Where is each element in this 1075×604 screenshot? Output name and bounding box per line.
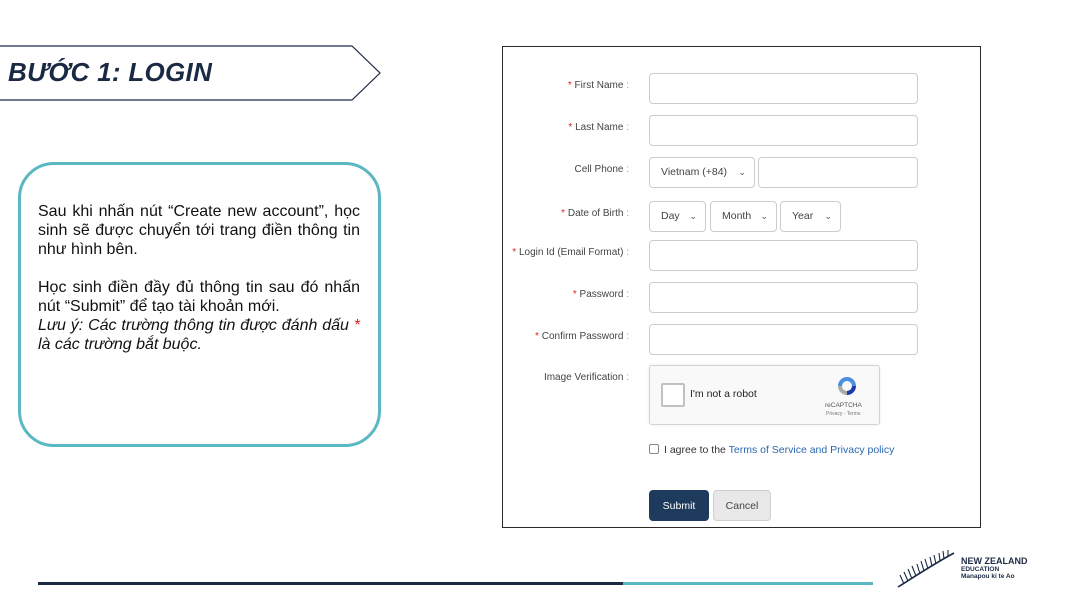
instruction-para-2: Học sinh điền đầy đủ thông tin sau đó nhấn nút “Submit” để tạo tài khoản mới. <box>38 279 360 315</box>
registration-form <box>502 46 981 528</box>
fern-logo-icon <box>896 547 956 592</box>
confirm-password-label: * Confirm Password : <box>535 331 629 342</box>
country-code-select[interactable]: Vietnam (+84) ⌄ <box>649 157 755 188</box>
recaptcha-checkbox[interactable] <box>661 383 685 407</box>
dob-year-select[interactable]: Year ⌄ <box>780 201 841 232</box>
dob-label: * Date of Birth : <box>561 208 629 219</box>
recaptcha-widget <box>649 365 880 425</box>
chevron-down-icon: ⌄ <box>760 211 768 221</box>
brand-line-3: Manapou ki te Ao <box>961 573 1015 580</box>
image-verification-label: Image Verification : <box>543 372 629 383</box>
last-name-row <box>503 115 982 147</box>
last-name-label: * Last Name : <box>568 122 629 133</box>
step-banner <box>0 45 380 101</box>
terms-prefix: I agree to the <box>664 444 729 456</box>
password-label: * Password : <box>572 289 629 300</box>
chevron-down-icon: ⌄ <box>824 211 832 221</box>
dob-day-select[interactable]: Day ⌄ <box>649 201 706 232</box>
confirm-password-input[interactable] <box>649 324 918 355</box>
cell-phone-row <box>503 157 982 189</box>
footer-line-light <box>623 582 873 585</box>
footer-line-dark <box>38 582 623 585</box>
last-name-input[interactable] <box>649 115 918 146</box>
instruction-text <box>38 202 360 354</box>
dob-month-select[interactable]: Month ⌄ <box>710 201 777 232</box>
login-id-input[interactable] <box>649 240 918 271</box>
login-id-row <box>503 240 982 272</box>
cell-phone-label: Cell Phone : <box>574 164 629 175</box>
terms-link[interactable]: Terms of Service and Privacy policy <box>728 444 895 456</box>
image-verification-row <box>503 365 982 427</box>
first-name-input[interactable] <box>649 73 918 104</box>
nz-education-brand <box>961 557 1028 580</box>
brand-line-1: NEW ZEALAND <box>961 556 1028 566</box>
brand-line-2: EDUCATION <box>961 566 1000 573</box>
chevron-down-icon: ⌄ <box>738 167 746 177</box>
login-id-label: * Login Id (Email Format) : <box>512 247 629 258</box>
cell-phone-input[interactable] <box>758 157 918 188</box>
recaptcha-logo-icon <box>835 374 859 398</box>
note-text-after: là các trường bắt buộc. <box>38 336 202 353</box>
terms-agree <box>649 444 894 456</box>
instruction-para-1: Sau khi nhấn nút “Create new account”, học sinh sẽ được chuyển tới trang điền thông tin như hình bên. <box>38 203 360 258</box>
confirm-password-row <box>503 324 982 356</box>
terms-checkbox[interactable] <box>649 444 659 454</box>
note-required-star: * <box>353 317 360 334</box>
first-name-label: * First Name : <box>567 80 629 91</box>
cancel-button[interactable]: Cancel <box>713 490 771 521</box>
password-input[interactable] <box>649 282 918 313</box>
recaptcha-label: I'm not a robot <box>690 388 757 400</box>
first-name-row <box>503 73 982 105</box>
step-title: BƯỚC 1: LOGIN <box>8 57 213 87</box>
instruction-note <box>38 316 360 354</box>
recaptcha-links: Privacy - Terms <box>826 411 861 417</box>
dob-row <box>503 201 982 233</box>
submit-button[interactable]: Submit <box>649 490 709 521</box>
chevron-down-icon: ⌄ <box>689 211 697 221</box>
password-row <box>503 282 982 314</box>
note-text-before: Lưu ý: Các trường thông tin được đánh dấu <box>38 317 354 334</box>
recaptcha-brand: reCAPTCHA <box>825 402 862 409</box>
